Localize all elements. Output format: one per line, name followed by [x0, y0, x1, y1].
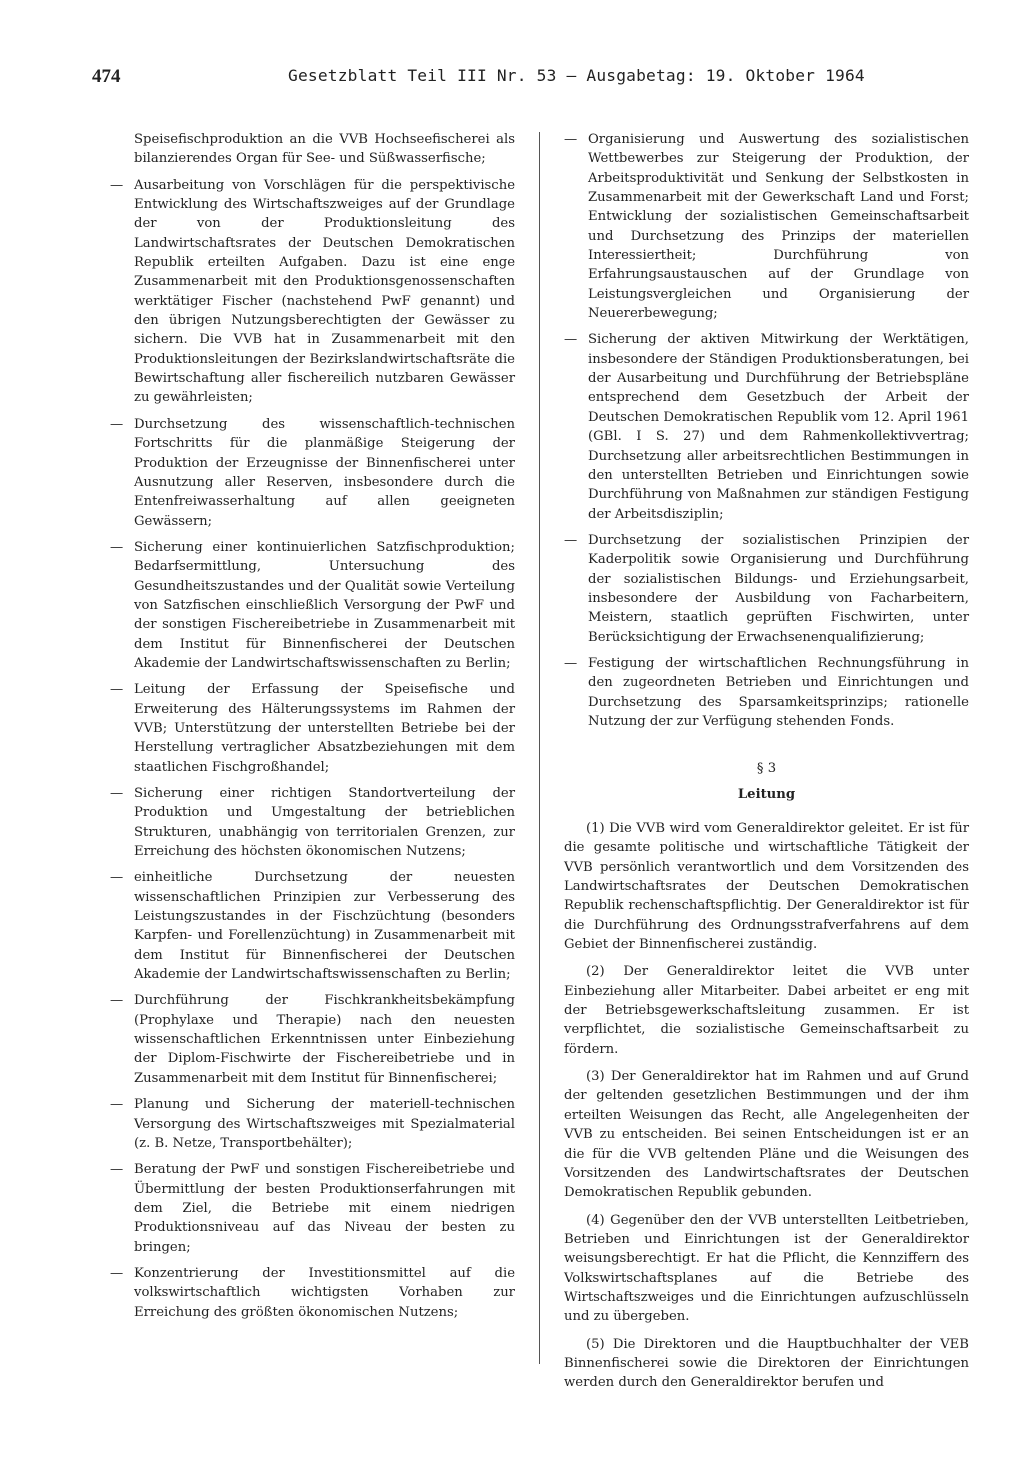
paragraph: (2) Der Generaldirektor leitet die VVB unter Einbeziehung aller Mitarbeiter. Dabei arbeitet er eng mit der Betriebsgewerkschaftsleitung zusammen. Er ist verpflichtet, die sozialistische Gemeinschaftsarbeit zu fördern. [564, 964, 969, 1057]
list-item-text: Sicherung einer richtigen Standortverteilung der Produktion und Umgestaltung der betrieblichen Strukturen, unabhängig von territorialen Grenzen, zur Erreichung des höchsten ökonomischen Nutzens; [134, 786, 515, 860]
list-item-text: Planung und Sicherung der materiell-technischen Versorgung des Wirtschaftszweiges mit Spezialmaterial (z. B. Netze, Transportbehälter); [134, 1097, 515, 1151]
list-item-text: Sicherung einer kontinuierlichen Satzfischproduktion; Bedarfsermittlung, Untersuchung des Gesundheitszustandes und der Qualität sowie Verteilung von Satzfischen einschließlich Versorgung der PwF und der sonstigen Fischereibetriebe in Zusammenarbeit mit dem Institut für Binnenfischerei der Deutschen Akademie der Landwirtschaftswissenschaften zu Berlin; [134, 539, 515, 671]
section-title: Leitung [737, 786, 796, 802]
paragraph: (4) Gegenüber den der VVB unterstellten Leitbetrieben, Betrieben und Einrichtungen ist der Generaldirektor weisungsberechtigt. Er hat die Pflicht, die Kennziffern des Volkswirtschaftsplanes auf die Betriebe des Wirtschaftszweiges und die Einrichtungen aufzuschlüsseln und zu übergeben. [564, 1212, 969, 1325]
list-item [564, 130, 969, 323]
list-item [110, 1160, 515, 1257]
left-column [110, 130, 515, 1329]
list-item [110, 176, 515, 408]
paragraph: (1) Die VVB wird vom Generaldirektor geleitet. Er ist für die gesamte politische und wirtschaftliche Tätigkeit der VVB persönlich verantwortlich und dem Vorsitzenden des Landwirtschaftsrates der Deutschen Demokratischen Republik rechenschaftspflichtig. Der Generaldirektor ist für die Durchführung des Ordnungsstrafverfahrens auf dem Gebiet der Binnenfischerei zuständig. [564, 821, 969, 953]
continuation-text: Speisefischproduktion an die VVB Hochseefischerei als bilanzierendes Organ für See- und Süßwasserfische; [134, 132, 515, 167]
list-item [564, 654, 969, 731]
list-item-text: Durchsetzung der sozialistischen Prinzipien der Kaderpolitik sowie Organisierung und Durchführung der sozialistischen Bildungs- und Erziehungsarbeit, insbesondere der Ausbildung von Facharbeitern, Meistern, staatlich geprüften Fischwirten, unter Berücksichtigung der Erwachsenenqualifizierung; [588, 532, 969, 645]
list-item-text: Festigung der wirtschaftlichen Rechnungsführung in den zugeordneten Betrieben und Einrichtungen und Durchsetzung des Sparsamkeitsprinzips; rationelle Nutzung der zur Verfügung stehenden Fonds. [588, 655, 969, 729]
list-item [110, 868, 515, 984]
dash-marker: — [110, 682, 124, 698]
list-item-text: Sicherung der aktiven Mitwirkung der Werktätigen, insbesondere der Ständigen Produktionsberatungen, bei der Ausarbeitung und Durchführung der Betriebspläne entsprechend dem Gesetzbuch der Arbeit der Deutschen Demokratischen Republik vom 12. April 1961 (GBl. I S. 27) und dem Rahmenkollektivvertrag; Durchsetzung aller arbeitsrechtlichen Bestimmungen in den unterstellten Betrieben und Einrichtungen sowie Durchführung von Maßnahmen zur ständigen Festigung der Arbeitsdisziplin; [588, 332, 969, 522]
list-item-text: Beratung der PwF und sonstigen Fischereibetriebe und Übermittlung der besten Produktionserfahrungen mit dem Ziel, die Betriebe mit einem niedrigen Produktionsniveau auf das Niveau der besten zu bringen; [134, 1162, 515, 1255]
list-item [110, 784, 515, 861]
list-item [110, 1095, 515, 1153]
dash-marker: — [564, 655, 578, 671]
right-column [564, 130, 969, 1401]
list-item [110, 1264, 515, 1322]
dash-marker: — [564, 532, 578, 548]
list-item [564, 330, 969, 523]
page-number: 474 [92, 66, 121, 87]
list-item [110, 680, 515, 777]
dash-marker: — [564, 132, 578, 147]
list-item-text: Konzentrierung der Investitionsmittel auf die volkswirtschaftlich wichtigsten Vorhaben zur Erreichung des größten ökonomischen Nutzens; [134, 1265, 515, 1320]
list-item-text: Durchführung der Fischkrankheitsbekämpfung (Prophylaxe und Therapie) nach den neuesten wissenschaftlichen Erkenntnissen unter Einbeziehung der Diplom-Fischwirte der Fischereibetriebe und in Zusammenarbeit mit dem Institut für Binnenfischerei; [134, 993, 515, 1086]
list-item [110, 991, 515, 1088]
list-item-text: Ausarbeitung von Vorschlägen für die perspektivische Entwicklung des Wirtschaftszweiges auf der Grundlage der von der Produktionsleitung des Landwirtschaftsrates der Deutschen Demokratischen Republik erteilten Aufgaben. Dazu ist eine enge Zusammenarbeit mit den Produktionsgenossenschaften werktätiger Fischer (nachstehend PwF genannt) und den übrigen Nutzungsberechtigten der Gewässer zu sichern. Die VVB hat in Zusammenarbeit mit den Produktionsleitungen der Bezirkslandwirtschaftsräte die Bewirtschaftung aller fischereilich nutzbaren Gewässer zu gewährleisten; [134, 177, 515, 406]
dash-marker: — [110, 786, 124, 801]
dash-marker: — [110, 1265, 124, 1281]
dash-marker: — [564, 332, 578, 348]
dash-marker: — [110, 993, 124, 1009]
page-header [92, 66, 972, 96]
dash-marker: — [110, 416, 124, 432]
column-divider [539, 132, 540, 1364]
list-item-text: Organisierung und Auswertung des sozialistischen Wettbewerbes zur Steigerung der Produktion, der Arbeitsproduktivität und Senkung der Selbstkosten in Zusammenarbeit mit der Gewerkschaft Land und Forst; Entwicklung der sozialistischen Gemeinschaftsarbeit und Durchsetzung des Prinzips der materiellen Interessiertheit; Durchführung von Erfahrungsaustauschen auf der Grundlage von Leistungsvergleichen und Organisierung der Neuererbewegung; [588, 132, 969, 322]
paragraph: (5) Die Direktoren und die Hauptbuchhalter der VEB Binnenfischerei sowie die Direktoren der Einrichtungen werden durch den Generaldirektor berufen und [564, 1336, 969, 1391]
header-title: Gesetzblatt Teil III Nr. 53 — Ausgabetag: 19. Oktober 1964 [288, 66, 865, 85]
list-item-text: einheitliche Durchsetzung der neuesten wissenschaftlichen Prinzipien zur Verbesserung des Leistungszustandes in der Fischzüchtung (besonders Karpfen- und Forellenzüchtung) in Zusammenarbeit mit dem Institut für Binnenfischerei der Deutschen Akademie der Landwirtschaftswissenschaften zu Berlin; [134, 870, 515, 983]
dash-marker: — [110, 1097, 124, 1113]
list-item-text: Leitung der Erfassung der Speisefische und Erweiterung des Hälterungssystems im Rahmen der VVB; Unterstützung der unterstellten Betriebe bei der Herstellung vertraglicher Absatzbeziehungen mit dem staatlichen Fischgroßhandel; [134, 682, 515, 775]
list-item [110, 538, 515, 673]
dash-marker: — [110, 539, 124, 555]
paragraph: (3) Der Generaldirektor hat im Rahmen und auf Grund der geltenden gesetzlichen Bestimmungen und der ihm erteilten Weisungen das Recht, alle Angelegenheiten der VVB zu entscheiden. Bei seinen Entscheidungen ist er an die für die VVB geltenden Pläne und die Weisungen des Vorsitzenden des Landwirtschaftsrates der Deutschen Demokratischen Republik gebunden. [564, 1069, 969, 1201]
dash-marker: — [110, 177, 124, 193]
dash-marker: — [110, 870, 124, 886]
section-number: § 3 [756, 761, 777, 777]
dash-marker: — [110, 1162, 124, 1178]
list-item [110, 415, 515, 531]
list-item-text: Durchsetzung des wissenschaftlich-technischen Fortschritts für die planmäßige Steigerung der Produktion der Erzeugnisse der Binnenfischerei unter Ausnutzung aller Reserven, insbesondere durch die Entenfreiwasserhaltung auf allen geeigneten Gewässern; [134, 416, 515, 529]
list-item [564, 531, 969, 647]
